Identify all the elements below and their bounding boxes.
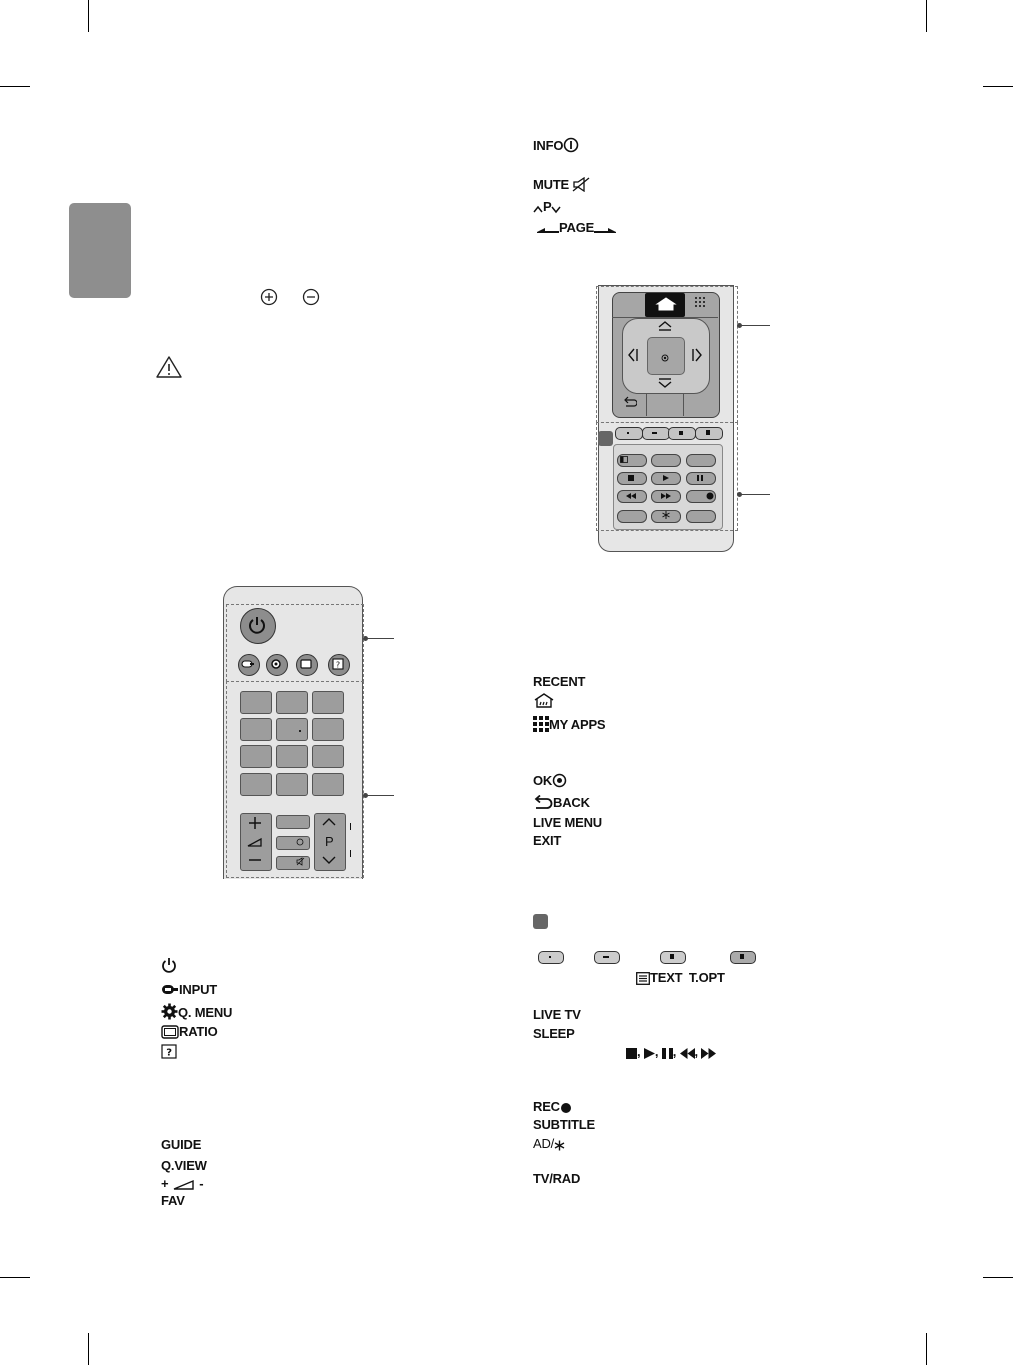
- remote-number-key: [312, 773, 344, 796]
- volume-icon: [172, 1179, 196, 1191]
- play-icon: [644, 1048, 655, 1059]
- ok-icon: [552, 773, 567, 788]
- nav-section-outline: [596, 286, 738, 423]
- info-icon: [563, 137, 579, 153]
- key-dot: [652, 432, 657, 434]
- sleep-label: SLEEP: [533, 1026, 575, 1041]
- volume-icon: [244, 815, 266, 867]
- function-key: [651, 454, 681, 467]
- rewind-icon: [626, 493, 636, 499]
- livemenu-label: LIVE MENU: [533, 815, 602, 830]
- red-key-legend: [538, 951, 564, 964]
- svg-text:?: ?: [166, 1047, 172, 1059]
- chevron-up-icon: [321, 817, 337, 827]
- home-label: [533, 692, 555, 710]
- callout-line: [740, 325, 770, 326]
- pause-icon: [662, 1048, 673, 1059]
- program-label: P: [533, 199, 561, 215]
- svg-text:?: ?: [335, 660, 341, 670]
- guide-label: GUIDE: [161, 1137, 202, 1152]
- subtitle-label: SUBTITLE: [533, 1117, 595, 1132]
- crop-mark: [983, 86, 1013, 87]
- qmenu-label: Q. MENU: [161, 1003, 232, 1021]
- chevron-up-icon: [533, 204, 543, 214]
- arrow-left-icon: [537, 227, 559, 235]
- ad-label: AD/: [533, 1136, 565, 1152]
- power-icon: [161, 957, 177, 973]
- text-icon: [636, 972, 650, 985]
- callout-line: [366, 795, 394, 796]
- fast-forward-icon: [701, 1048, 716, 1059]
- stop-icon: [628, 475, 634, 481]
- info-label: INFO: [533, 137, 579, 154]
- remote-number-key: [312, 718, 344, 741]
- warning-icon: [155, 355, 183, 379]
- language-tab: [69, 203, 131, 298]
- gear-icon: [161, 1003, 178, 1020]
- input-icon: [241, 659, 255, 669]
- key-dot: [627, 432, 629, 434]
- crop-mark: [88, 1333, 89, 1365]
- pause-icon: [697, 475, 703, 481]
- tvrad-label: TV/RAD: [533, 1171, 581, 1186]
- ratio-icon: [300, 659, 312, 669]
- text-icon: [620, 456, 628, 463]
- remote-number-key: [312, 745, 344, 768]
- stop-icon: [626, 1048, 637, 1059]
- remote-number-key: [240, 773, 272, 796]
- chevron-down-icon: [321, 855, 337, 865]
- crop-mark: [983, 1277, 1013, 1278]
- crop-mark: [926, 1333, 927, 1365]
- asterisk-icon: [554, 1140, 565, 1151]
- chevron-down-icon: [551, 204, 561, 214]
- power-icon: [247, 615, 267, 635]
- livetv-label: LIVE TV: [533, 1007, 581, 1022]
- remote-number-key: [240, 691, 272, 714]
- key-dot: [549, 956, 551, 958]
- home-icon: [533, 692, 555, 709]
- help-icon: [332, 658, 344, 670]
- remote-number-key: [312, 691, 344, 714]
- remote-number-key: [276, 745, 308, 768]
- crop-mark: [926, 0, 927, 32]
- page-label: PAGE: [537, 220, 616, 236]
- marker-square-legend: [533, 914, 548, 929]
- myapps-label: MY APPS: [533, 716, 605, 733]
- key-dot: [670, 954, 674, 959]
- remote-number-key: [276, 691, 308, 714]
- rec-label: REC: [533, 1099, 572, 1115]
- key-dot: [740, 954, 744, 959]
- page-marker: [350, 823, 351, 830]
- function-key: [617, 510, 647, 523]
- fast-forward-icon: [661, 493, 671, 499]
- gear-icon: [270, 658, 282, 670]
- callout-line: [740, 494, 770, 495]
- crop-mark: [88, 0, 89, 32]
- key-dot: [299, 730, 301, 732]
- fav-label: FAV: [161, 1193, 185, 1208]
- grid-icon: [533, 716, 549, 732]
- info-icon: [296, 838, 304, 846]
- mute-icon: [296, 857, 305, 866]
- rewind-icon: [680, 1048, 695, 1059]
- text-topt-label: TEXT T.OPT: [636, 970, 725, 986]
- record-icon: [560, 1102, 572, 1114]
- play-icon: [663, 475, 669, 481]
- plus-circle-icon: [260, 288, 278, 306]
- mute-icon: [572, 177, 590, 192]
- playback-keys-label: , , , ,: [626, 1044, 716, 1060]
- key-dot: [679, 431, 683, 435]
- exit-label: EXIT: [533, 833, 562, 848]
- marker-square: [598, 431, 613, 446]
- input-icon: [161, 983, 179, 997]
- page-marker: [350, 850, 351, 857]
- function-key: [686, 510, 716, 523]
- recent-label: RECENT: [533, 674, 586, 689]
- remote-info-key: [276, 836, 310, 850]
- record-icon: [706, 492, 714, 500]
- asterisk-icon: [662, 511, 670, 519]
- input-label: INPUT: [161, 982, 217, 998]
- remote-number-key: [276, 718, 308, 741]
- remote-number-key: [240, 745, 272, 768]
- red-key: [615, 427, 643, 440]
- minus-circle-icon: [302, 288, 320, 306]
- arrow-right-icon: [594, 227, 616, 235]
- mute-label: MUTE: [533, 177, 590, 193]
- back-label: BACK: [533, 795, 590, 811]
- power-label: [161, 957, 177, 974]
- help-label: [161, 1044, 177, 1060]
- back-icon: [533, 795, 553, 810]
- volume-label: + -: [161, 1176, 204, 1191]
- crop-mark: [0, 1277, 30, 1278]
- remote-guide-key: [276, 815, 310, 829]
- crop-mark: [0, 86, 30, 87]
- key-dot: [706, 430, 710, 435]
- remote-p-key-label: P: [325, 834, 334, 849]
- ratio-label: RATIO: [161, 1024, 217, 1040]
- key-dot: [603, 956, 609, 958]
- qview-label: Q.VIEW: [161, 1158, 207, 1173]
- function-key: [686, 454, 716, 467]
- ok-label: OK: [533, 773, 567, 789]
- ratio-icon: [161, 1025, 179, 1039]
- remote-number-key: [276, 773, 308, 796]
- remote-number-key: [240, 718, 272, 741]
- callout-line: [366, 638, 394, 639]
- help-icon: [161, 1044, 177, 1059]
